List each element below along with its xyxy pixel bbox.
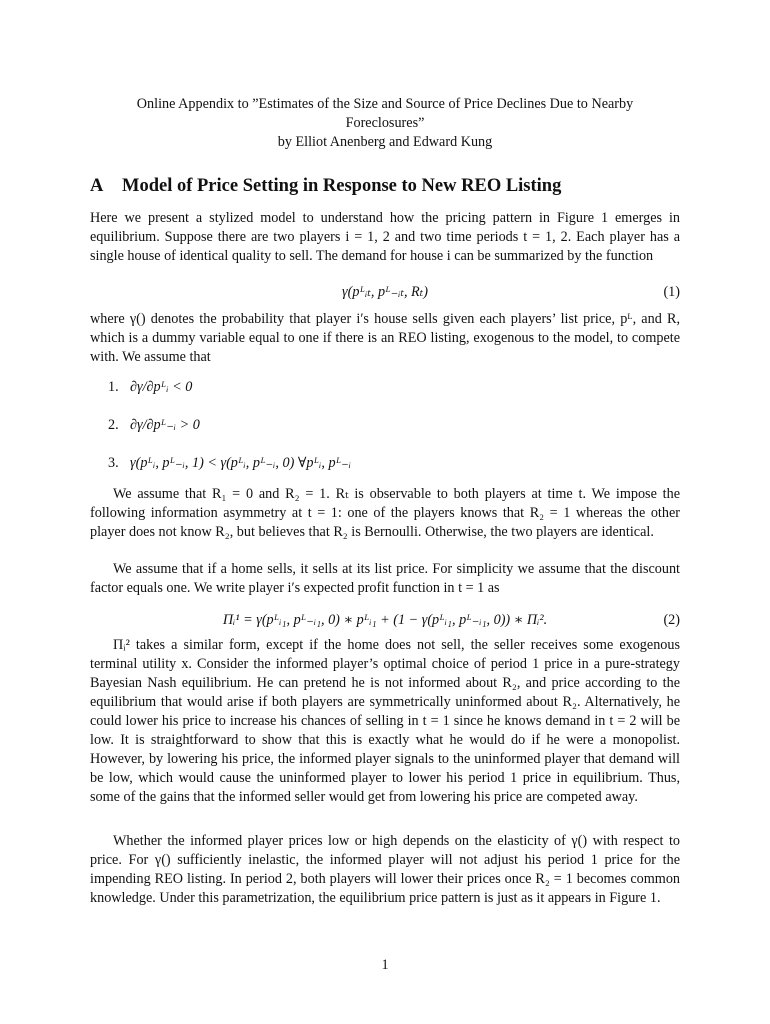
assumption-number: 3. — [108, 455, 119, 471]
equation-1 — [90, 284, 680, 304]
header-title-line1: Online Appendix to ”Estimates of the Size and Source of Price Declines Due to Nearby — [136, 96, 634, 112]
assumption-formula: ∂γ/∂pᴸᵢ < 0 — [130, 379, 193, 395]
assumption-item-3 — [108, 454, 351, 473]
paper-header — [90, 95, 680, 152]
paragraph-profit: We assume that if a home sells, it sells at its list price. For simplicity we assume that the discount factor equals one. We write player i′s expected profit function in t = 1 as — [90, 561, 680, 596]
assumption-item-2 — [108, 416, 200, 435]
equation-1-body: γ(pᴸᵢₜ, pᴸ₋ᵢₜ, Rₜ) — [342, 284, 428, 300]
assumption-formula: ∂γ/∂pᴸ₋ᵢ > 0 — [130, 417, 200, 433]
equation-2-tag: (2) — [663, 612, 680, 628]
equation-1-tag: (1) — [663, 284, 680, 300]
assumption-number: 2. — [108, 417, 119, 433]
paragraph-equilibrium: Πᵢ² takes a similar form, except if the home does not sell, the seller receives some exogenous terminal utility x. Consider the informed player’s optimal choice of period 1 price in a pure-strategy Bayesian Nash equilibrium. He can pretend he is not informed about R₂, and price according to the equilibrium that would arise if both players are symmetrically uninformed about R₂. Alternatively, he could lower his price to increase his chances of selling in t = 1 since he knows demand in t = 2 will be low. It is straightforward to show that this is exactly what he would do if he were a monopolist. However, by lowering his price, the informed player signals to the uninformed player that demand will be low, which would cause the uninformed player to lower his period 1 price in equilibrium. Thus, some of the gains that the informed seller would get from lowering his price are competed away. — [90, 637, 680, 805]
section-heading — [90, 176, 680, 197]
equation-2-body: Πᵢ¹ = γ(pᴸᵢ₁, pᴸ₋ᵢ₁, 0) ∗ pᴸᵢ₁ + (1 − γ(pᴸᵢ₁, pᴸ₋ᵢ₁, 0)) ∗ Πᵢ². — [222, 612, 548, 628]
paragraph-intro: Here we present a stylized model to understand how the pricing pattern in Figure 1 emerges in equilibrium. Suppose there are two players i = 1, 2 and two time periods t = 1, 2. Each player has a single house of identical quality to sell. The demand for house i can be summarized by the function — [90, 210, 680, 264]
equation-2 — [90, 612, 680, 632]
assumption-number: 1. — [108, 379, 119, 395]
section-number: A — [90, 176, 104, 196]
assumption-item-1 — [108, 378, 192, 397]
page-number: 1 — [381, 957, 389, 973]
header-authors: by Elliot Anenberg and Edward Kung — [277, 134, 493, 150]
paragraph-gamma-def: where γ() denotes the probability that player i′s house sells given each players’ list price, pᴸ, and R, which is a dummy variable equal to one if there is an REO listing, exogenous to the model, to compete with. We assume that — [90, 311, 680, 365]
paragraph-elasticity: Whether the informed player prices low or high depends on the elasticity of γ() with respect to price. For γ() sufficiently inelastic, the informed player will not adjust his period 1 price for the impending REO listing. In period 2, both players will lower their prices once R₂ = 1 becomes common knowledge. Under this parametrization, the equilibrium price pattern is just as it appears in Figure 1. — [90, 833, 680, 906]
header-title-line2: Foreclosures” — [345, 115, 425, 131]
section-title: Model of Price Setting in Response to New REO Listing — [122, 176, 562, 196]
paragraph-information: We assume that R₁ = 0 and R₂ = 1. Rₜ is observable to both players at time t. We impose the following information asymmetry at t = 1: one of the players knows that R₂ = 1 whereas the other player does not know R₂, but believes that R₂ is Bernoulli. Otherwise, the two players are identical. — [90, 486, 680, 540]
assumption-formula: γ(pᴸᵢ, pᴸ₋ᵢ, 1) < γ(pᴸᵢ, pᴸ₋ᵢ, 0) ∀pᴸᵢ, pᴸ₋ᵢ — [130, 455, 352, 471]
